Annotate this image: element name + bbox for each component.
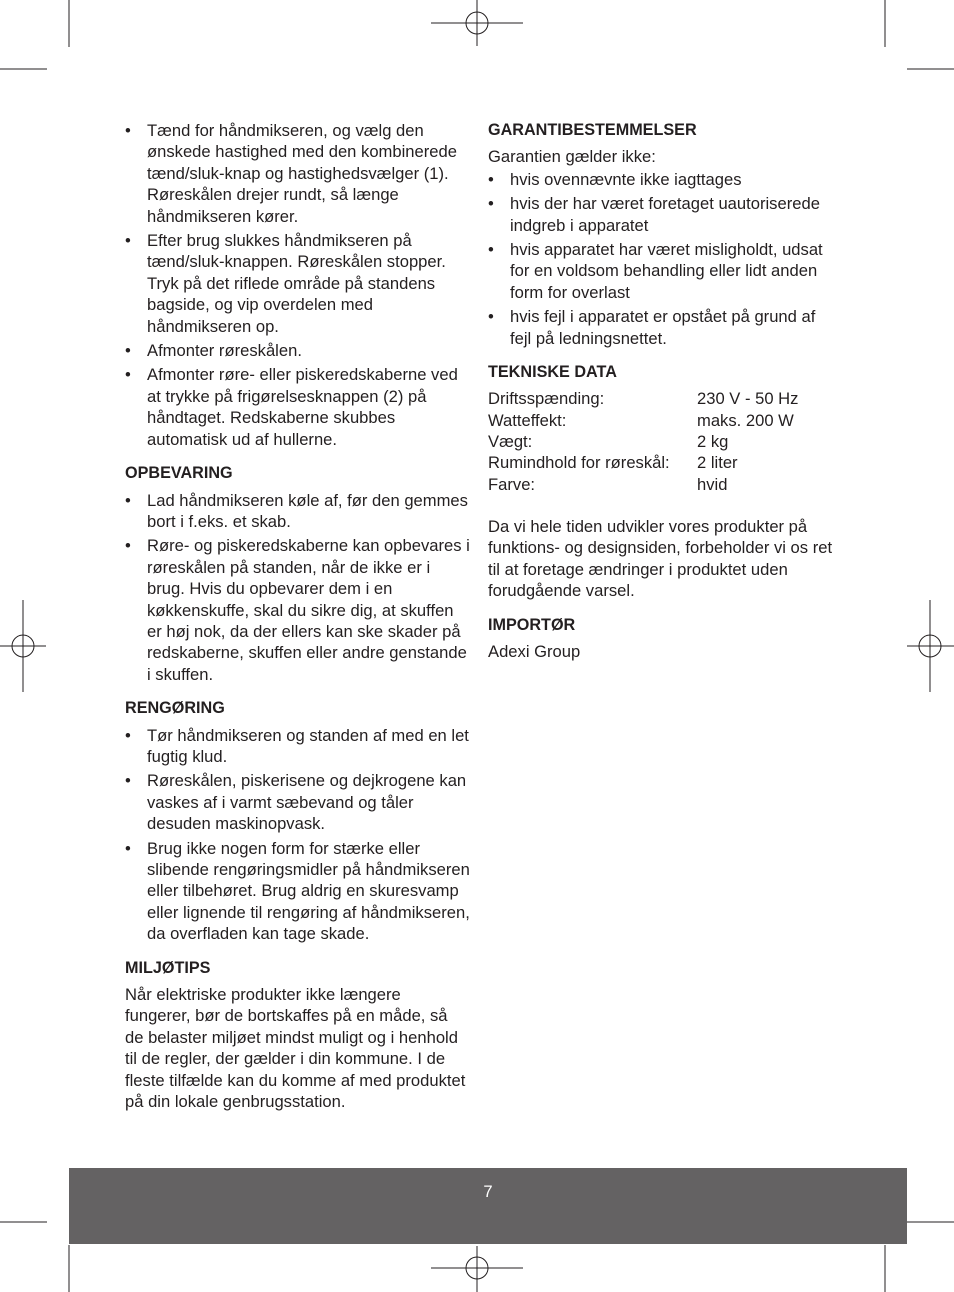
disclaimer-paragraph: Da vi hele tiden udvikler vores produkter på funktions- og designsiden, forbeholder vi os ret til at foretage ændringer i produktet uden forudgående varsel. bbox=[488, 516, 833, 601]
section-heading-storage: OPBEVARING bbox=[125, 464, 233, 483]
spec-label: Watteffekt: bbox=[488, 410, 567, 430]
right-column bbox=[488, 120, 838, 662]
list-item: • Afmonter røre- eller piskeredskaberne ved at trykke på frigørelsesknappen (2) på håndtaget. Redskaberne skubbes automatisk ud af hullerne. bbox=[125, 364, 470, 450]
section-heading-importer: IMPORTØR bbox=[488, 615, 576, 634]
list-item: • Røreskålen, piskerisene og dejkrogene kan vaskes af i varmt sæbevand og tåler desuden maskinopvask. bbox=[125, 770, 470, 834]
usage-steps-list bbox=[125, 120, 470, 450]
list-item: • Tænd for håndmikseren, og vælg den ønskede hastighed med den kombinerede tænd/sluk-knap og hastighedsvælger (1). Røreskålen drejer rundt, så længe håndmikseren kører. bbox=[125, 120, 470, 227]
storage-list bbox=[125, 490, 470, 686]
left-column bbox=[125, 120, 470, 1112]
table-row bbox=[488, 452, 798, 473]
list-item: • Brug ikke nogen form for stærke eller slibende rengøringsmidler på håndmikseren eller tilbehøret. Brug aldrig en skuresvamp eller lignende til rengøring af håndmikseren, da overfladen kan tage skade. bbox=[125, 838, 470, 945]
spec-label: Farve: bbox=[488, 474, 536, 494]
spec-value: 2 liter bbox=[697, 453, 738, 473]
list-item: • hvis ovennævnte ikke iagttages bbox=[488, 169, 838, 190]
cleaning-list bbox=[125, 725, 470, 945]
list-item: • Efter brug slukkes håndmikseren på tænd/sluk-knappen. Røreskålen stopper. Tryk på det riflede område på standens bagside, og vip overdelen med håndmikseren op. bbox=[125, 230, 470, 337]
spec-value: hvid bbox=[697, 474, 728, 494]
section-heading-env: MILJØTIPS bbox=[125, 958, 211, 977]
table-row bbox=[488, 388, 798, 409]
table-row bbox=[488, 431, 798, 452]
spec-value: 2 kg bbox=[697, 432, 729, 452]
list-item: • hvis fejl i apparatet er opstået på grund af fejl på ledningsnettet. bbox=[488, 306, 838, 349]
list-item: • hvis der har været foretaget uautoriserede indgreb i apparatet bbox=[488, 193, 838, 236]
footer-bar bbox=[69, 1168, 907, 1244]
spec-label: Vægt: bbox=[488, 432, 533, 452]
warranty-intro: Garantien gælder ikke: bbox=[488, 147, 656, 167]
section-heading-tech: TEKNISKE DATA bbox=[488, 363, 617, 382]
list-item: • Lad håndmikseren køle af, før den gemmes bort i f.eks. et skab. bbox=[125, 490, 470, 533]
list-item: • hvis apparatet har været misligholdt, udsat for en voldsom behandling eller lidt anden form for overlast bbox=[488, 239, 838, 303]
list-item: • Røre- og piskeredskaberne kan opbevares i røreskålen på standen, når de ikke er i brug. Hvis du opbevarer dem i en køkkenskuffe, skal du sikre dig, at skuffen er høj nok, da der ellers kan ske skader på redskaberne, skuffen eller andre genstande i skuffen. bbox=[125, 535, 470, 685]
env-paragraph: Når elektriske produkter ikke længere fungerer, bør de bortskaffes på en måde, så de belaster miljøet mindst muligt og i henhold til de regler, der gælder i din kommune. I de fleste tilfælde kan du komme af med produktet på din lokale genbrugsstation. bbox=[125, 985, 466, 1112]
spec-label: Rumindhold for røreskål: bbox=[488, 453, 670, 473]
list-item: • Afmonter røreskålen. bbox=[125, 340, 470, 361]
warranty-list bbox=[488, 169, 838, 349]
section-heading-cleaning: RENGØRING bbox=[125, 699, 225, 718]
section-heading-warranty: GARANTIBESTEMMELSER bbox=[488, 121, 697, 139]
spec-label: Driftsspænding: bbox=[488, 389, 605, 409]
page-number: 7 bbox=[483, 1182, 493, 1201]
spec-value: 230 V - 50 Hz bbox=[697, 389, 799, 409]
table-row bbox=[488, 474, 798, 495]
table-row bbox=[488, 410, 798, 431]
spec-value: maks. 200 W bbox=[697, 410, 794, 430]
importer-name: Adexi Group bbox=[488, 641, 581, 661]
list-item: • Tør håndmikseren og standen af med en let fugtig klud. bbox=[125, 725, 470, 768]
tech-data-table bbox=[488, 388, 798, 494]
